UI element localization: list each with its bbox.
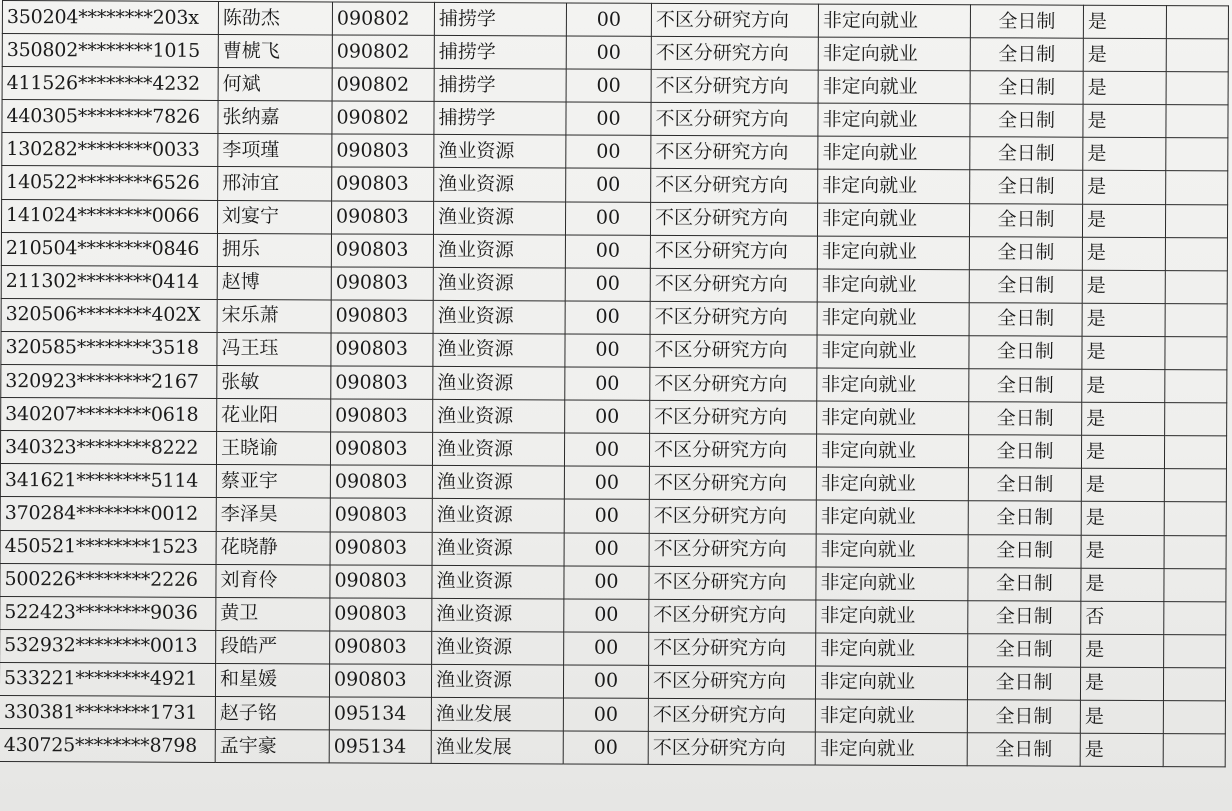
cell-study-mode: 全日制 [968,534,1081,568]
cell-status: 是 [1081,568,1164,601]
cell-major-code: 090803 [330,598,432,632]
cell-research-direction: 不区分研究方向 [649,434,816,468]
cell-id-number: 522423********9036 [0,596,216,630]
cell-major-code: 095134 [329,697,431,731]
cell-research-direction: 不区分研究方向 [649,566,816,600]
cell-name: 花业阳 [217,399,331,433]
cell-status: 否 [1081,601,1164,634]
cell-status: 是 [1081,502,1164,535]
cell-major-name: 渔业资源 [433,267,565,301]
table-row [2,166,1228,204]
cell-remark [1166,105,1228,138]
cell-id-number: 141024********0066 [1,199,217,233]
cell-status: 是 [1080,667,1163,700]
cell-research-direction: 不区分研究方向 [650,268,817,302]
cell-direction-code: 00 [565,367,650,400]
cell-status: 是 [1082,270,1165,303]
cell-major-code: 090803 [329,664,431,698]
cell-id-number: 140522********6526 [2,166,218,200]
cell-remark [1165,337,1227,370]
cell-research-direction: 不区分研究方向 [648,698,815,732]
cell-employment-type: 非定向就业 [816,467,968,501]
cell-major-code: 090802 [332,101,434,135]
cell-name: 刘育伶 [216,564,330,598]
cell-name: 拥乐 [217,233,331,267]
cell-id-number: 350802********1015 [2,34,218,68]
cell-remark [1164,634,1226,667]
cell-id-number: 340323********8222 [0,431,216,465]
cell-remark [1164,469,1226,502]
table-row [0,563,1226,601]
cell-remark [1164,601,1226,634]
cell-status: 是 [1083,171,1166,204]
cell-study-mode: 全日制 [968,634,1081,668]
cell-id-number: 340207********0618 [1,398,217,432]
cell-research-direction: 不区分研究方向 [649,599,816,633]
cell-major-name: 捕捞学 [434,35,566,69]
cell-study-mode: 全日制 [968,600,1081,634]
cell-employment-type: 非定向就业 [818,103,970,137]
cell-status: 是 [1080,733,1163,766]
cell-major-code: 090802 [332,35,434,69]
cell-id-number: 130282********0033 [2,133,218,167]
cell-status: 是 [1083,138,1166,171]
cell-remark [1165,204,1227,237]
cell-research-direction: 不区分研究方向 [649,500,816,534]
table-row [2,34,1228,72]
table-row [1,298,1227,336]
cell-major-code: 090803 [331,399,433,433]
cell-study-mode: 全日制 [969,269,1082,303]
table-row [0,629,1226,667]
cell-employment-type: 非定向就业 [816,534,968,568]
cell-study-mode: 全日制 [970,5,1083,39]
table-row [0,596,1226,634]
cell-direction-code: 00 [564,532,649,565]
cell-employment-type: 非定向就业 [817,203,969,237]
cell-major-code: 090803 [330,631,432,665]
cell-status: 是 [1081,634,1164,667]
cell-status: 是 [1080,700,1163,733]
cell-remark [1165,303,1227,336]
cell-name: 陈劭杰 [218,1,332,35]
cell-id-number: 320923********2167 [1,365,217,399]
cell-employment-type: 非定向就业 [816,500,968,534]
cell-status: 是 [1083,38,1166,71]
cell-employment-type: 非定向就业 [817,302,969,336]
cell-employment-type: 非定向就业 [816,600,968,634]
cell-status: 是 [1082,369,1165,402]
cell-status: 是 [1081,469,1164,502]
cell-study-mode: 全日制 [969,303,1082,337]
cell-study-mode: 全日制 [969,369,1082,403]
cell-remark [1166,6,1228,39]
table-row [1,398,1227,436]
cell-research-direction: 不区分研究方向 [651,3,818,37]
cell-name: 李项瑾 [218,134,332,168]
cell-direction-code: 00 [563,731,648,764]
cell-id-number: 533221********4921 [0,662,216,696]
cell-direction-code: 00 [565,235,650,268]
cell-employment-type: 非定向就业 [817,269,969,303]
cell-research-direction: 不区分研究方向 [649,632,816,666]
cell-major-code: 090803 [331,234,433,268]
cell-employment-type: 非定向就业 [815,699,967,733]
cell-major-name: 捕捞学 [434,102,566,136]
cell-major-code: 090802 [332,68,434,102]
cell-status: 是 [1082,303,1165,336]
cell-major-code: 090802 [332,2,434,36]
table-row [1,232,1227,270]
cell-name: 赵子铭 [215,696,329,730]
cell-employment-type: 非定向就业 [818,37,970,71]
cell-remark [1165,403,1227,436]
cell-major-code: 090803 [331,300,433,334]
cell-remark [1166,39,1228,72]
cell-remark [1166,138,1228,171]
cell-study-mode: 全日制 [967,700,1080,734]
cell-remark [1163,734,1225,767]
table-row [0,662,1226,700]
cell-name: 张敏 [217,365,331,399]
cell-major-name: 渔业资源 [432,631,564,665]
cell-id-number: 532932********0013 [0,629,216,663]
cell-major-name: 渔业资源 [432,532,564,566]
cell-employment-type: 非定向就业 [816,633,968,667]
cell-direction-code: 00 [566,135,651,168]
cell-employment-type: 非定向就业 [816,434,968,468]
cell-name: 曹椃飞 [218,35,332,69]
cell-status: 是 [1083,104,1166,137]
cell-name: 冯王珏 [217,332,331,366]
cell-id-number: 350204********203x [2,1,218,35]
cell-remark [1163,701,1225,734]
cell-name: 黄卫 [216,597,330,631]
cell-study-mode: 全日制 [970,104,1083,138]
cell-study-mode: 全日制 [969,236,1082,270]
table-row [0,729,1225,767]
cell-id-number: 330381********1731 [0,695,215,729]
cell-direction-code: 00 [566,36,651,69]
cell-major-name: 渔业资源 [432,466,564,500]
cell-name: 邢沛宜 [218,167,332,201]
table-row [1,265,1227,303]
cell-remark [1165,237,1227,270]
cell-direction-code: 00 [564,433,649,466]
cell-direction-code: 00 [566,69,651,102]
table-row [0,695,1225,733]
cell-study-mode: 全日制 [968,567,1081,601]
cell-study-mode: 全日制 [968,468,1081,502]
cell-research-direction: 不区分研究方向 [651,169,818,203]
cell-major-name: 捕捞学 [434,69,566,103]
cell-name: 宋乐萧 [217,299,331,333]
cell-employment-type: 非定向就业 [817,401,969,435]
cell-direction-code: 00 [564,466,649,499]
cell-employment-type: 非定向就业 [817,368,969,402]
cell-major-code: 090803 [331,201,433,235]
cell-major-name: 渔业资源 [434,168,566,202]
cell-remark [1164,502,1226,535]
cell-research-direction: 不区分研究方向 [651,36,818,70]
cell-direction-code: 00 [566,168,651,201]
cell-employment-type: 非定向就业 [818,4,970,38]
cell-employment-type: 非定向就业 [818,136,970,170]
cell-major-code: 090803 [332,134,434,168]
table-row [2,1,1228,39]
cell-research-direction: 不区分研究方向 [648,731,815,765]
cell-id-number: 320506********402X [1,298,217,332]
cell-direction-code: 00 [565,202,650,235]
cell-remark [1165,270,1227,303]
cell-status: 是 [1083,5,1166,38]
cell-employment-type: 非定向就业 [815,666,967,700]
table-row [0,464,1226,502]
cell-employment-type: 非定向就业 [817,236,969,270]
cell-study-mode: 全日制 [968,501,1081,535]
cell-major-name: 渔业发展 [431,697,563,731]
cell-id-number: 370284********0012 [0,497,216,531]
table-row [0,530,1226,568]
cell-direction-code: 00 [566,102,651,135]
table-row [1,331,1227,369]
cell-major-code: 090803 [331,267,433,301]
cell-employment-type: 非定向就业 [818,170,970,204]
cell-research-direction: 不区分研究方向 [651,70,818,104]
cell-remark [1166,171,1228,204]
cell-major-code: 095134 [329,730,431,764]
cell-study-mode: 全日制 [970,71,1083,105]
cell-research-direction: 不区分研究方向 [650,400,817,434]
cell-status: 是 [1081,535,1164,568]
cell-research-direction: 不区分研究方向 [648,665,815,699]
cell-research-direction: 不区分研究方向 [650,334,817,368]
cell-id-number: 430725********8798 [0,729,215,763]
cell-status: 是 [1081,435,1164,468]
cell-study-mode: 全日制 [969,203,1082,237]
cell-research-direction: 不区分研究方向 [650,301,817,335]
table-row [2,67,1228,105]
cell-study-mode: 全日制 [970,38,1083,72]
cell-major-name: 渔业资源 [433,400,565,434]
table-row [1,199,1227,237]
cell-major-name: 渔业资源 [433,366,565,400]
cell-major-code: 090803 [331,366,433,400]
cell-direction-code: 00 [563,698,648,731]
cell-remark [1164,568,1226,601]
cell-id-number: 211302********0414 [1,265,217,299]
cell-major-name: 捕捞学 [434,2,566,36]
cell-major-code: 090803 [331,333,433,367]
cell-major-code: 090803 [330,465,432,499]
cell-major-code: 090803 [330,432,432,466]
cell-remark [1164,436,1226,469]
table-row [1,365,1227,403]
table-row [2,133,1228,171]
table-body [0,1,1228,767]
cell-name: 赵博 [217,266,331,300]
table-row [2,100,1228,138]
cell-research-direction: 不区分研究方向 [651,136,818,170]
cell-direction-code: 00 [565,334,650,367]
cell-major-name: 渔业资源 [432,499,564,533]
cell-major-name: 渔业资源 [433,300,565,334]
cell-id-number: 500226********2226 [0,563,216,597]
cell-employment-type: 非定向就业 [816,567,968,601]
cell-major-name: 渔业资源 [433,234,565,268]
cell-remark [1164,535,1226,568]
cell-name: 花晓静 [216,531,330,565]
cell-major-name: 渔业资源 [432,598,564,632]
cell-id-number: 450521********1523 [0,530,216,564]
cell-research-direction: 不区分研究方向 [651,103,818,137]
cell-study-mode: 全日制 [967,733,1080,767]
cell-major-code: 090803 [330,531,432,565]
cell-major-name: 渔业资源 [432,565,564,599]
cell-name: 何斌 [218,68,332,102]
cell-status: 是 [1082,336,1165,369]
cell-remark [1166,72,1228,105]
cell-id-number: 320585********3518 [1,331,217,365]
cell-status: 是 [1082,402,1165,435]
cell-direction-code: 00 [565,400,650,433]
cell-direction-code: 00 [564,632,649,665]
cell-direction-code: 00 [566,3,651,36]
cell-major-name: 渔业资源 [431,664,563,698]
cell-major-code: 090803 [332,167,434,201]
cell-remark [1165,370,1227,403]
cell-id-number: 440305********7826 [2,100,218,134]
cell-name: 蔡亚宇 [216,465,330,499]
cell-research-direction: 不区分研究方向 [650,202,817,236]
cell-major-code: 090803 [330,565,432,599]
cell-direction-code: 00 [563,665,648,698]
cell-study-mode: 全日制 [969,402,1082,436]
cell-major-name: 渔业资源 [433,201,565,235]
cell-study-mode: 全日制 [970,170,1083,204]
cell-research-direction: 不区分研究方向 [649,467,816,501]
cell-study-mode: 全日制 [970,137,1083,171]
cell-major-name: 渔业发展 [431,730,563,764]
cell-employment-type: 非定向就业 [817,335,969,369]
cell-direction-code: 00 [564,566,649,599]
cell-major-name: 渔业资源 [432,433,564,467]
cell-research-direction: 不区分研究方向 [650,367,817,401]
cell-status: 是 [1082,204,1165,237]
cell-id-number: 411526********4232 [2,67,218,101]
cell-study-mode: 全日制 [969,336,1082,370]
cell-name: 孟宇豪 [215,730,329,764]
cell-direction-code: 00 [565,268,650,301]
cell-employment-type: 非定向就业 [818,70,970,104]
cell-remark [1163,667,1225,700]
cell-major-name: 渔业资源 [434,135,566,169]
cell-status: 是 [1082,237,1165,270]
cell-name: 张纳嘉 [218,101,332,135]
cell-major-name: 渔业资源 [433,333,565,367]
cell-id-number: 210504********0846 [1,232,217,266]
cell-study-mode: 全日制 [967,667,1080,701]
cell-name: 王晓谕 [216,432,330,466]
cell-direction-code: 00 [564,499,649,532]
table-row [0,497,1226,535]
cell-id-number: 341621********5114 [0,464,216,498]
cell-direction-code: 00 [565,301,650,334]
cell-name: 李泽昊 [216,498,330,532]
cell-status: 是 [1083,71,1166,104]
cell-study-mode: 全日制 [968,435,1081,469]
cell-research-direction: 不区分研究方向 [650,235,817,269]
cell-name: 刘宴宁 [217,200,331,234]
cell-direction-code: 00 [564,599,649,632]
cell-research-direction: 不区分研究方向 [649,533,816,567]
cell-major-code: 090803 [330,498,432,532]
cell-employment-type: 非定向就业 [815,732,967,766]
cell-name: 段皓严 [216,630,330,664]
cell-name: 和星媛 [215,663,329,697]
table-row [0,431,1226,469]
